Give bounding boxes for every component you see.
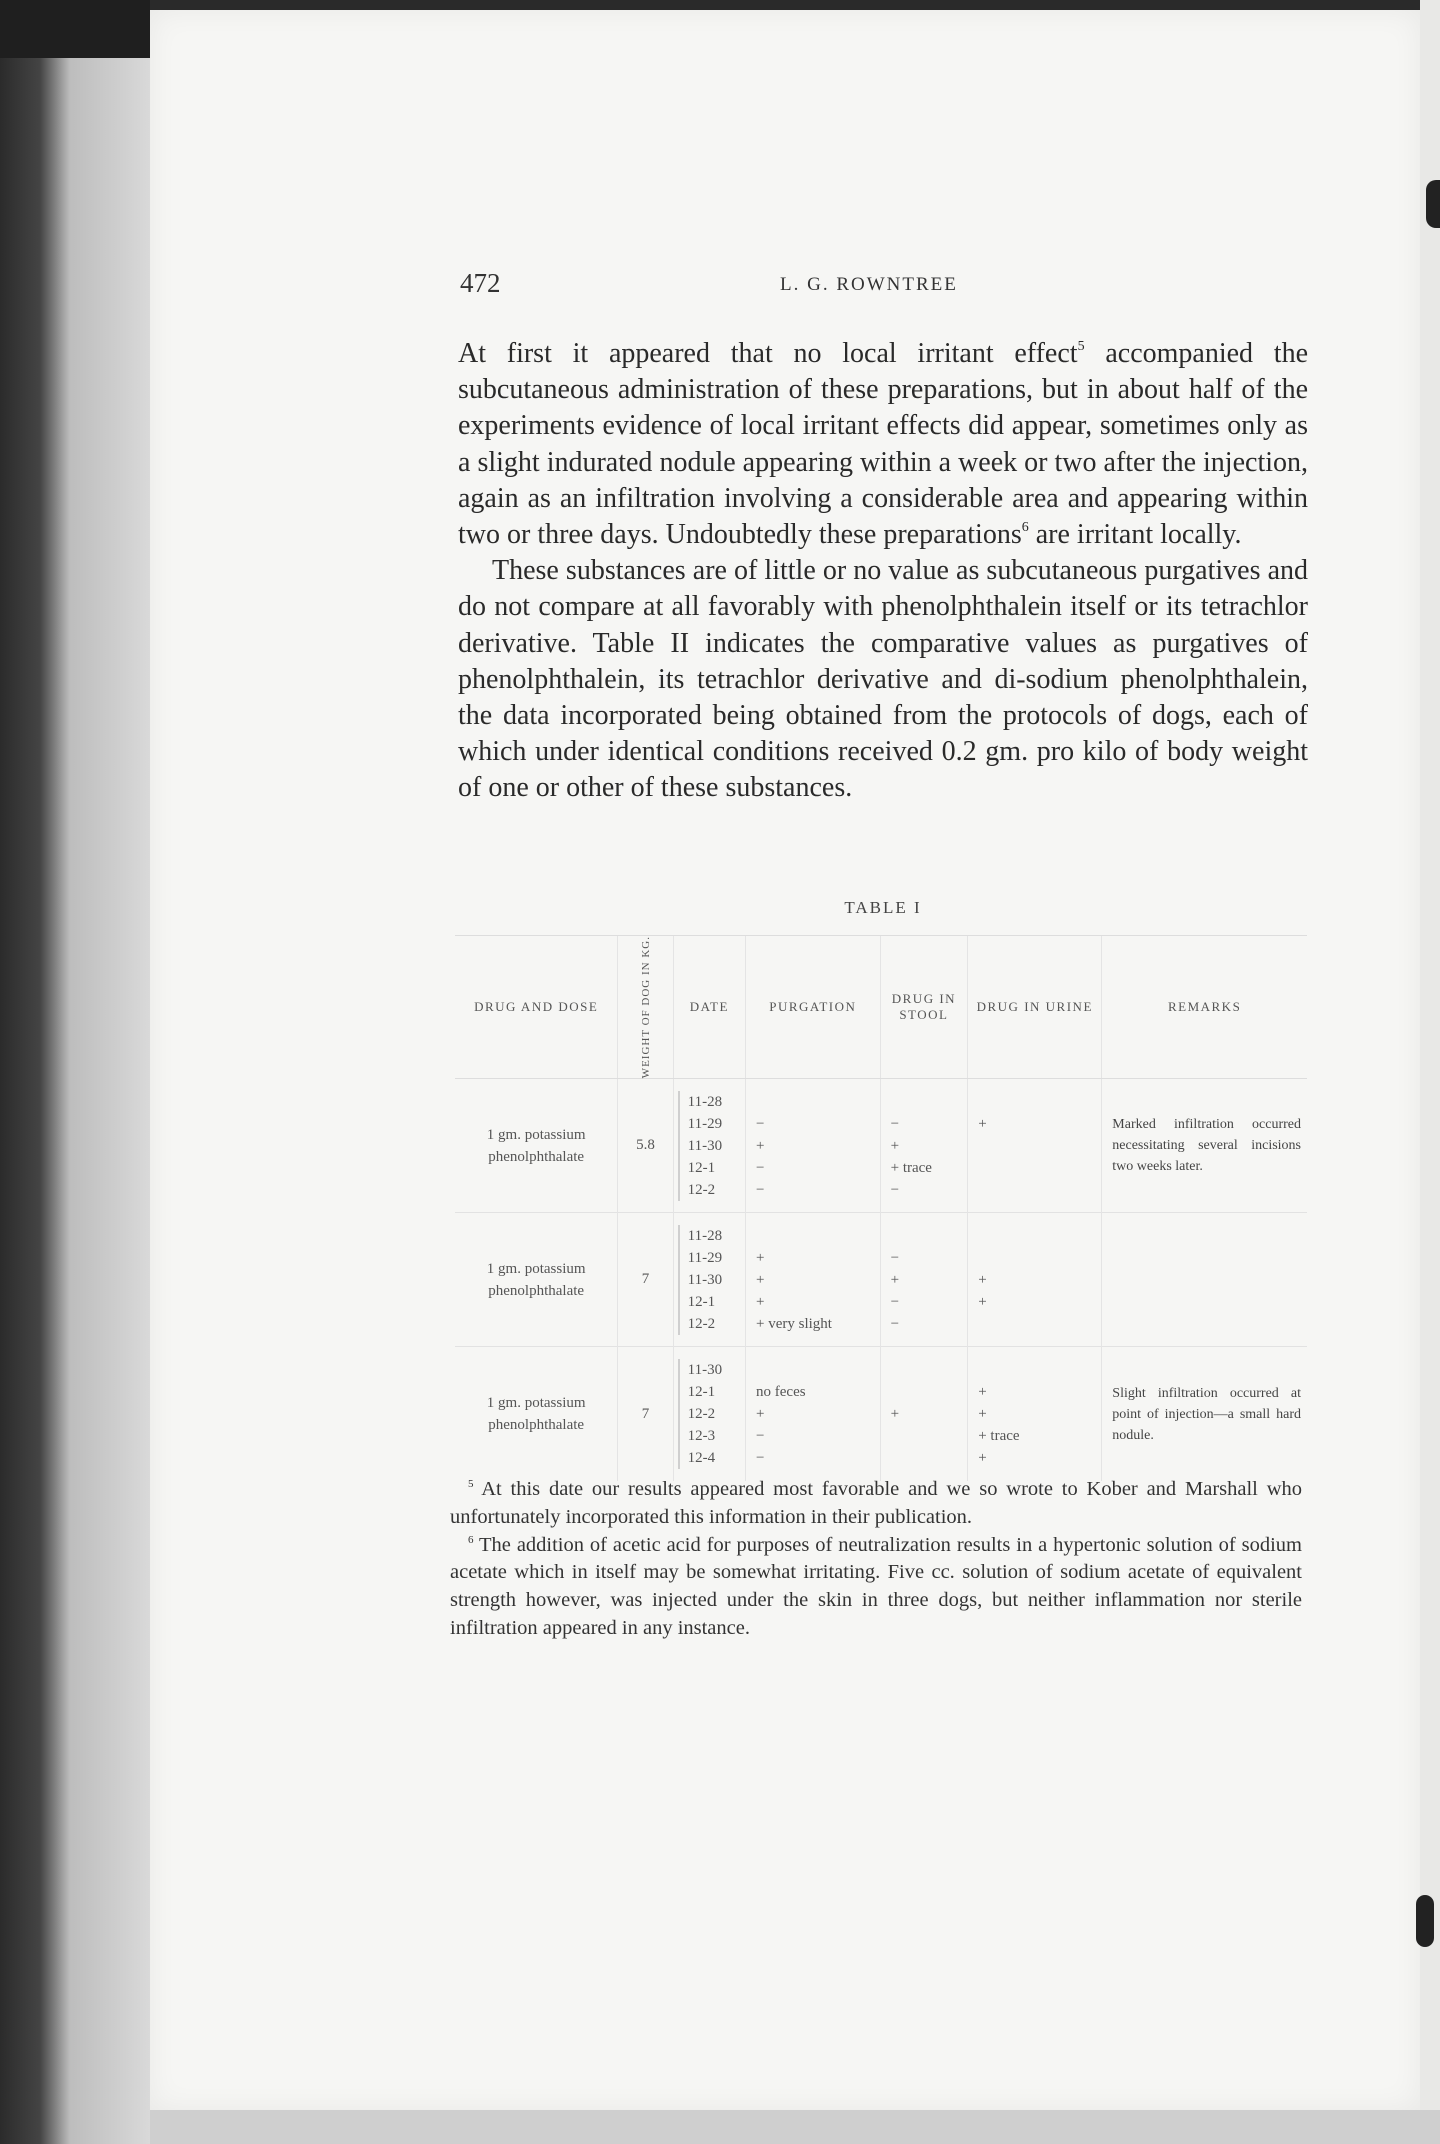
stool-item: − [890,1293,900,1310]
purgation-item: + very slight [756,1315,832,1332]
paragraph: These substances are of little or no value as subcutaneous purgatives and do not compare at all favorably with phenolphthalein itself or its tetrachlor derivative. Table II indicates the comparative values as purgatives of phenolphthalein, its tetrachlor derivative and di-sodium phenolphthalein, the data incorporated being obtained from the protocols of dogs, each of which under identical conditions received 0.2 gm. pro kilo of body weight of one or other of these substances. [458,555,1308,804]
footnote-ref: 5 [1077,339,1085,354]
remarks-cell [1102,1213,1307,1347]
stool-item: + trace [890,1159,932,1176]
urine-item [978,1091,1101,1113]
weight-cell: 7 [618,1213,673,1347]
paragraph-text: accompanied the subcutaneous administration of these preparations, but in about half of the experiments evidence of local irritant effects did appear, sometimes only as a slight indurated nodule appearing within a week or two after the injection, again as an infiltration involving a considerable area and appearing within two or three days. Undoubtedly these preparations [458,338,1309,551]
body-text [458,336,1308,807]
stool-item [891,1359,968,1381]
drug-cell [455,1213,618,1347]
purgation-item: + [756,1249,765,1266]
purgation-item: no feces [756,1384,806,1401]
drug-cell [455,1347,618,1481]
purgation-item: + [756,1271,765,1288]
table-row [455,1347,1307,1481]
date-cell [673,1213,745,1347]
purgation-item: + [756,1137,765,1154]
scan-margin-bottom [150,2110,1440,2144]
stool-list [881,1225,968,1335]
date-cell [673,1079,745,1213]
header-date: DATE [673,936,745,1079]
footnote-text: At this date our results appeared most favorable and we so wrote to Kober and Marshall who unfortunately incorporated this information in their publication. [450,1478,1302,1528]
date-item: 12-2 [687,1406,716,1423]
drug-dose: 1 gm. potassium [486,1126,586,1143]
stool-item: − [890,1315,900,1332]
paragraph [458,336,1308,553]
urine-item [978,1359,1101,1381]
date-item: 11-28 [687,1093,723,1110]
drug-dose: 1 gm. potassium [486,1395,586,1412]
data-table [455,935,1307,1481]
page-header [460,268,1320,302]
scan-margin-left [0,0,150,2144]
stool-cell [880,1079,968,1213]
stool-item: − [890,1181,900,1198]
header-remarks: REMARKS [1102,936,1307,1079]
urine-list [968,1091,1101,1201]
remarks-cell [1102,1347,1307,1481]
paragraph-text: are irritant locally. [1028,519,1242,551]
stool-list [881,1091,968,1201]
purgation-item: + [756,1293,765,1310]
date-item: 12-2 [687,1315,716,1332]
header-weight-label: WEIGHT OF DOG IN KG. [639,936,652,1079]
table-caption: TABLE I [844,898,922,917]
urine-item [978,1135,1101,1157]
running-head: L. G. ROWNTREE [780,274,958,295]
date-item: 11-30 [687,1271,723,1288]
footnote-marker: 6 [468,1533,474,1546]
drug-name: phenolphthalate [488,1417,585,1434]
purgation-item: − [756,1115,765,1132]
table-row [455,1079,1307,1213]
urine-cell [968,1213,1102,1347]
date-item: 12-4 [687,1450,716,1467]
urine-item: + [978,1406,987,1423]
stool-item: + [890,1406,900,1423]
purgation-item: − [756,1181,765,1198]
stool-item [891,1381,968,1403]
urine-list [968,1359,1101,1469]
header-weight [618,936,673,1079]
date-item: 12-3 [687,1428,716,1445]
urine-item [978,1225,1101,1247]
urine-item [978,1313,1101,1335]
drug-dose: 1 gm. potassium [486,1260,586,1277]
date-item: 12-2 [687,1181,716,1198]
urine-list [968,1225,1101,1335]
header-drug: DRUG AND DOSE [455,936,618,1079]
date-item: 11-28 [687,1227,723,1244]
purgation-list [746,1225,880,1335]
urine-item: + [978,1384,987,1401]
date-item: 11-29 [687,1115,723,1132]
date-item: 11-30 [687,1137,723,1154]
stool-item [891,1225,968,1247]
table-header-row [455,936,1307,1079]
stool-cell [880,1213,968,1347]
stool-list [881,1359,968,1469]
urine-item [978,1179,1101,1201]
stool-item [891,1091,968,1113]
drug-name: phenolphthalate [488,1282,585,1299]
remarks-cell [1102,1079,1307,1213]
urine-item [978,1247,1101,1269]
drug-name: phenolphthalate [488,1148,585,1165]
urine-item: + [978,1293,987,1310]
urine-cell [968,1079,1102,1213]
remarks-text: Marked infiltration occurred necessitating several incisions two weeks later. [1112,1117,1301,1175]
header-purgation: PURGATION [746,936,881,1079]
date-item: 11-29 [687,1249,723,1266]
table-row [455,1213,1307,1347]
purgation-item: − [756,1428,765,1445]
remarks-text: Slight infiltration occurred at point of injection—a small hard nodule. [1112,1385,1301,1443]
purgation-item: + [756,1406,765,1423]
urine-item: + [978,1271,987,1288]
scan-corner [0,0,150,58]
footnote-ref: 6 [1021,520,1029,536]
purgation-item [756,1091,880,1113]
date-item: 12-1 [687,1384,716,1401]
paragraph-text: At first it appeared that no local irritant effect [458,338,1078,369]
stool-item: − [890,1249,900,1266]
stool-item [891,1425,968,1447]
footnote-text: The addition of acetic acid for purposes of neutralization results in a hypertonic solution of sodium acetate which in itself may be somewhat irritating. Five cc. solution of sodium acetate of equivalent strength however, was injected under the skin in three dogs, but neither inflammation nor sterile infiltration appeared in any instance. [450,1533,1302,1639]
scan-artifact [1416,1895,1434,1947]
purgation-cell [746,1347,881,1481]
page-number: 472 [460,268,501,298]
weight-cell: 7 [618,1347,673,1481]
weight-cell: 5.8 [618,1079,673,1213]
purgation-item [756,1225,880,1247]
purgation-item: − [756,1450,765,1467]
date-list [678,1225,745,1335]
purgation-item [756,1359,880,1381]
purgation-item: − [756,1159,765,1176]
stool-item: + [890,1271,900,1288]
header-stool: DRUG IN STOOL [880,936,968,1079]
date-item: 12-1 [687,1159,716,1176]
header-urine: DRUG IN URINE [968,936,1102,1079]
urine-item [978,1157,1101,1179]
footnote-marker: 5 [468,1478,474,1490]
drug-cell [455,1079,618,1213]
stool-item: + [890,1137,900,1154]
stool-cell [880,1347,968,1481]
scan-margin-right [1420,0,1440,2144]
footnote [450,1532,1302,1643]
date-cell [673,1347,745,1481]
purgation-cell [746,1213,881,1347]
scan-artifact [1426,180,1440,228]
urine-item: + [978,1115,987,1132]
purgation-list [746,1359,880,1469]
urine-item: + [978,1450,987,1467]
footnotes [450,1476,1302,1643]
date-list [678,1359,745,1469]
date-item: 11-30 [687,1362,723,1379]
stool-item: − [890,1115,900,1132]
urine-cell [968,1347,1102,1481]
date-list [678,1091,745,1201]
purgation-list [746,1091,880,1201]
footnote [450,1476,1302,1532]
date-item: 12-1 [687,1293,716,1310]
urine-item: + trace [978,1428,1020,1445]
purgation-cell [746,1079,881,1213]
stool-item [891,1447,968,1469]
